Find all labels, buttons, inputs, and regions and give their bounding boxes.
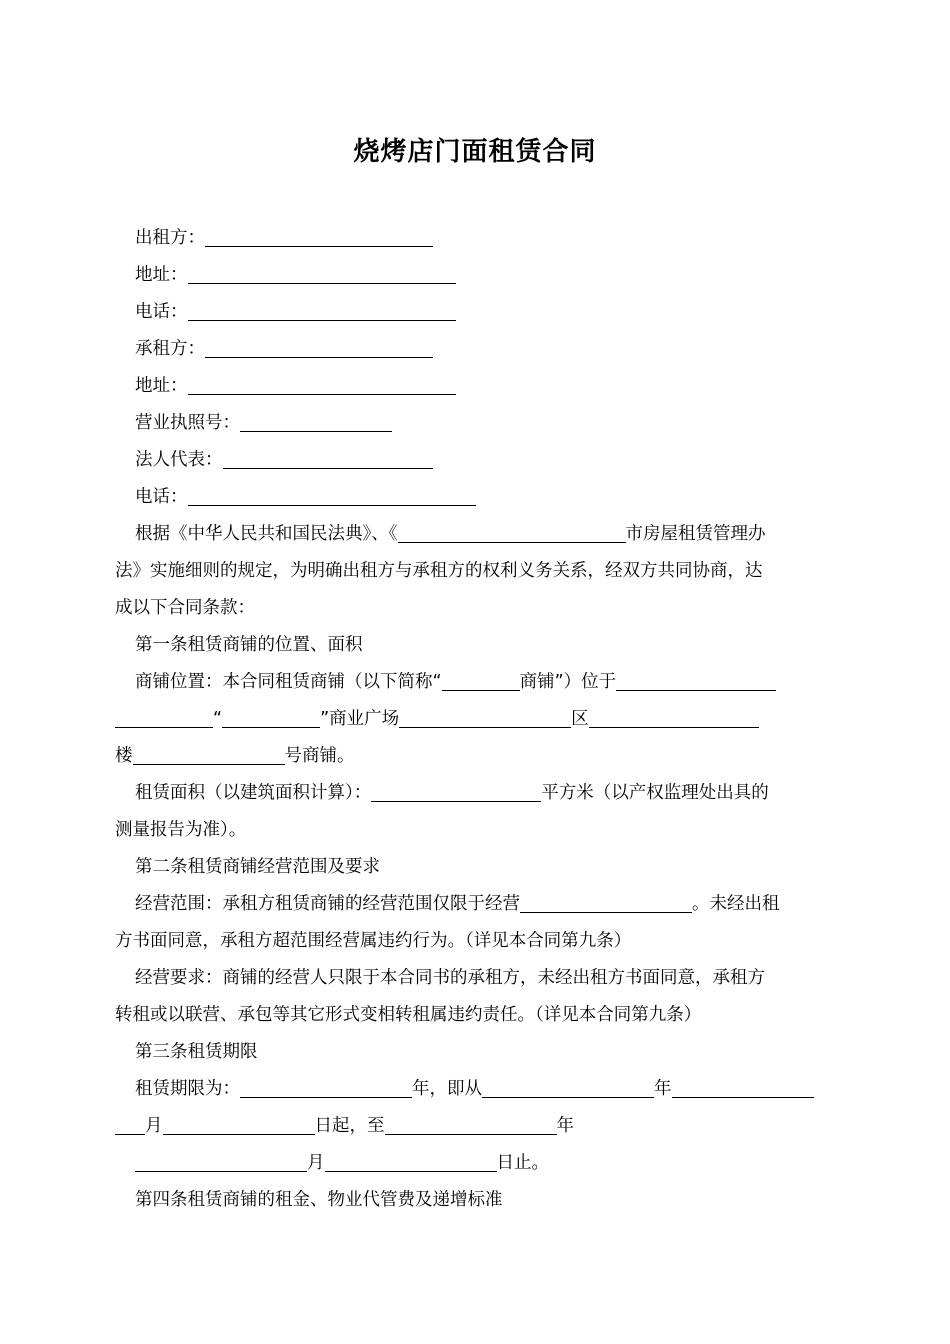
area-blank <box>371 777 541 802</box>
lessee-address-line <box>115 368 837 405</box>
location-line-1 <box>115 664 837 701</box>
lessee-blank <box>205 333 433 358</box>
city-blank <box>398 518 626 543</box>
lessor-phone-line <box>115 294 837 331</box>
preamble-part-2: 市房屋租赁管理办 <box>625 524 766 544</box>
term-text-b: 年，即从 <box>412 1079 482 1099</box>
location-blank-1 <box>616 666 776 691</box>
article-3-heading-text: 第三条租赁期限 <box>135 1042 258 1062</box>
article-4-heading <box>115 1182 837 1219</box>
lessor-label: 出租方： <box>135 228 205 248</box>
term-text-c: 年 <box>654 1079 672 1099</box>
lessor-line <box>115 220 837 257</box>
area-line-2 <box>115 812 837 849</box>
term-line-1 <box>115 1071 837 1108</box>
requirement-line-2 <box>115 997 837 1034</box>
end-month-blank <box>135 1147 307 1172</box>
start-year-blank <box>482 1073 654 1098</box>
district-blank <box>399 703 571 728</box>
article-2-heading-text: 第二条租赁商铺经营范围及要求 <box>135 857 380 877</box>
lessee-phone-label: 电话： <box>135 487 188 507</box>
term-text-g: 月 <box>307 1153 325 1173</box>
term-line-2 <box>115 1108 837 1145</box>
lessee-phone-blank <box>188 481 476 506</box>
location-text-a: 商铺位置：本合同租赁商铺（以下简称“ <box>135 672 442 692</box>
lessor-phone-blank <box>188 296 456 321</box>
lessee-label: 承租方： <box>135 339 205 359</box>
scope-line-2 <box>115 923 837 960</box>
article-2-heading <box>115 849 837 886</box>
lessee-address-label: 地址： <box>135 376 188 396</box>
contract-body <box>115 220 837 1219</box>
end-day-blank <box>325 1147 497 1172</box>
term-text-h: 日止。 <box>496 1153 549 1173</box>
scope-line-1 <box>115 886 837 923</box>
article-4-heading-text: 第四条租赁商铺的租金、物业代管费及递增标准 <box>135 1190 503 1210</box>
start-day-blank <box>163 1110 315 1135</box>
location-blank-2 <box>115 703 213 728</box>
preamble-text-3: 成以下合同条款： <box>115 598 255 618</box>
location-text-b: 商铺”）位于 <box>519 672 617 692</box>
article-3-heading <box>115 1034 837 1071</box>
start-month-blank-cont <box>115 1110 145 1135</box>
lessee-address-blank <box>188 370 456 395</box>
location-line-2 <box>115 701 837 738</box>
location-text-d: ”商业广场 <box>320 709 400 729</box>
start-month-blank <box>672 1073 814 1098</box>
location-text-e: 区 <box>571 709 589 729</box>
preamble-line-3 <box>115 590 837 627</box>
lessor-address-blank <box>188 259 456 284</box>
area-line-1 <box>115 775 837 812</box>
scope-text-a: 经营范围：承租方租赁商铺的经营范围仅限于经营 <box>135 894 520 914</box>
plaza-name-blank <box>222 703 320 728</box>
license-label: 营业执照号： <box>135 413 240 433</box>
lessee-line <box>115 331 837 368</box>
area-text-b: 平方米（以产权监理处出具的 <box>541 783 769 803</box>
floor-blank <box>589 703 759 728</box>
preamble-line-2 <box>115 553 837 590</box>
preamble-text-2: 法》实施细则的规定，为明确出租方与承租方的权利义务关系，经双方共同协商，达 <box>115 561 763 581</box>
lessee-phone-line <box>115 479 837 516</box>
location-text-g: 号商铺。 <box>284 746 355 766</box>
term-text-d: 月 <box>145 1116 163 1136</box>
term-text-a: 租赁期限为： <box>135 1079 240 1099</box>
legal-rep-blank <box>223 444 433 469</box>
requirement-line-1 <box>115 960 837 997</box>
location-line-3 <box>115 738 837 775</box>
term-text-f: 年 <box>556 1116 574 1136</box>
scope-text-c: 方书面同意，承租方超范围经营属违约行为。（详见本合同第九条） <box>115 931 632 951</box>
scope-text-b: 。未经出租 <box>692 894 780 914</box>
requirement-text-b: 转租或以联营、承包等其它形式变相转租属违约责任。（详见本合同第九条） <box>115 1005 702 1025</box>
legal-rep-label: 法人代表： <box>135 450 223 470</box>
document-title: 烧烤店门面租赁合同 <box>353 137 597 167</box>
lessor-blank <box>205 222 433 247</box>
area-text-c: 测量报告为准）。 <box>115 820 247 840</box>
location-text-f: 楼 <box>115 746 133 766</box>
shop-number-blank <box>133 740 285 765</box>
end-year-blank <box>385 1110 557 1135</box>
area-text-a: 租赁面积（以建筑面积计算）： <box>135 783 372 803</box>
scope-blank <box>520 888 692 913</box>
term-years-blank <box>240 1073 412 1098</box>
requirement-text-a: 经营要求：商铺的经营人只限于本合同书的承租方，未经出租方书面同意，承租方 <box>135 968 765 988</box>
lessor-address-line <box>115 257 837 294</box>
preamble-part-1: 根据《中华人民共和国民法典》、《 <box>135 524 398 544</box>
preamble-line-1 <box>115 516 837 553</box>
article-1-heading <box>115 627 837 664</box>
license-line <box>115 405 837 442</box>
article-1-heading-text: 第一条租赁商铺的位置、面积 <box>135 635 363 655</box>
license-blank <box>240 407 392 432</box>
lessor-phone-label: 电话： <box>135 302 188 322</box>
term-text-e: 日起，至 <box>314 1116 385 1136</box>
location-text-c: “ <box>213 709 223 729</box>
term-line-3 <box>115 1145 837 1182</box>
lessor-address-label: 地址： <box>135 265 188 285</box>
legal-rep-line <box>115 442 837 479</box>
shop-name-blank <box>442 666 520 691</box>
